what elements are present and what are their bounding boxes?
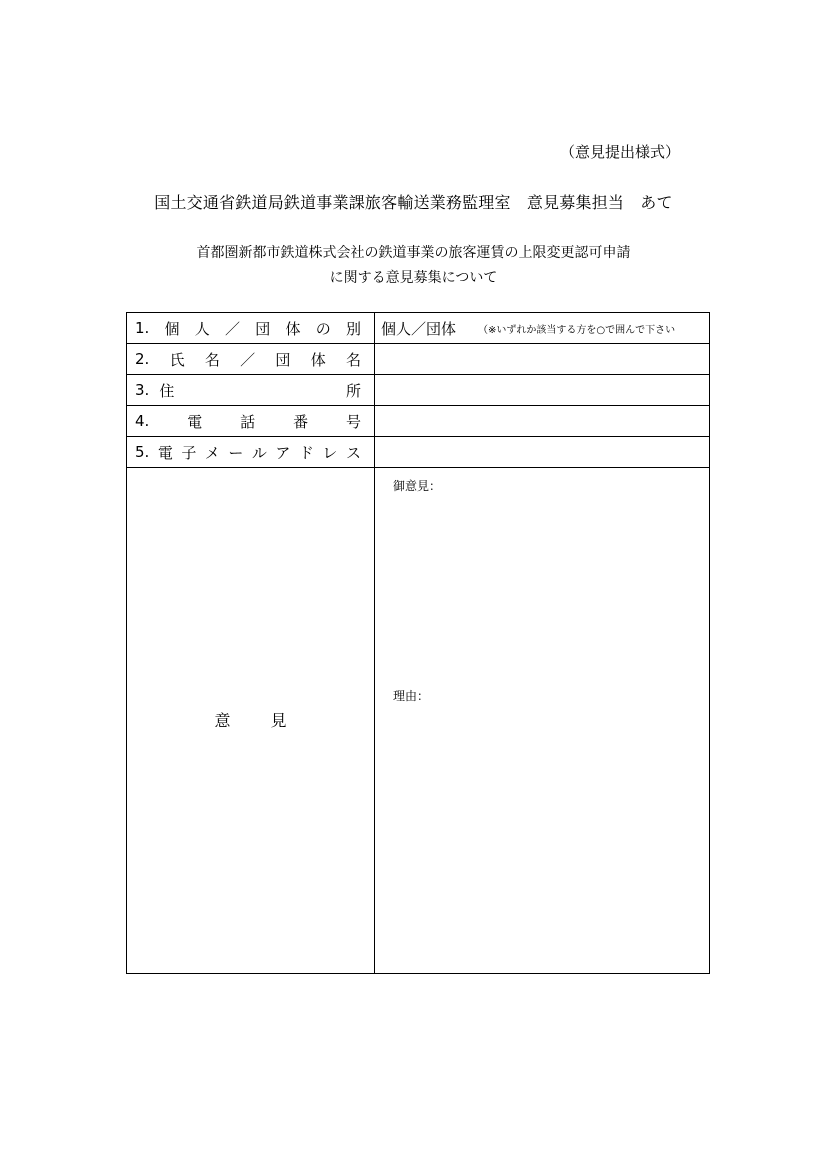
row-number: 1. <box>135 319 150 337</box>
label-char: 氏 <box>169 350 185 369</box>
label-char: 個 <box>164 319 180 338</box>
label-char: 電 <box>157 443 173 462</box>
label-char: メ <box>204 443 220 462</box>
label-char: 番 <box>293 412 309 431</box>
row-number: 3. <box>135 381 150 399</box>
row-phone <box>127 406 710 437</box>
subject-line-1: 首都圏新都市鉄道株式会社の鉄道事業の旅客運賃の上限変更認可申請 <box>196 245 631 261</box>
row-address <box>127 375 710 406</box>
type-options: 個人／団体 <box>381 319 457 338</box>
label-char: 団 <box>275 350 291 369</box>
label-char: 号 <box>345 412 361 431</box>
opinion-label: 意見 <box>214 711 327 730</box>
field-phone[interactable] <box>375 406 710 437</box>
opinion-form-table <box>126 312 710 974</box>
row-individual-group <box>127 313 710 344</box>
row-email <box>127 437 710 468</box>
label-opinion <box>127 468 375 974</box>
label-char: の <box>315 319 331 338</box>
opinion-heading: 御意見： <box>393 479 442 493</box>
type-note: （※いずれか該当する方を○で囲んで下さい <box>478 324 676 336</box>
label-char: ／ <box>240 350 256 369</box>
label-char: レ <box>322 443 338 462</box>
field-email[interactable] <box>375 437 710 468</box>
row-opinion <box>127 468 710 974</box>
label-individual-group <box>127 313 375 344</box>
label-phone <box>127 406 375 437</box>
addressee: 国土交通省鉄道局鉄道事業課旅客輸送業務監理室 意見募集担当 あて <box>154 193 673 212</box>
label-char: 名 <box>204 350 220 369</box>
label-char: 所 <box>345 381 361 400</box>
label-char: ス <box>345 443 361 462</box>
field-address[interactable] <box>375 375 710 406</box>
reason-heading: 理由： <box>393 689 430 703</box>
label-char: 子 <box>181 443 197 462</box>
row-number: 4. <box>135 412 150 430</box>
row-name <box>127 344 710 375</box>
field-name[interactable] <box>375 344 710 375</box>
label-char: ア <box>275 443 291 462</box>
row-number: 2. <box>135 350 150 368</box>
row-number: 5. <box>135 443 150 461</box>
label-name <box>127 344 375 375</box>
field-individual-group[interactable] <box>375 313 710 344</box>
label-email <box>127 437 375 468</box>
label-char: 体 <box>285 319 301 338</box>
label-char: 名 <box>345 350 361 369</box>
label-char: 別 <box>345 319 361 338</box>
label-char: 電 <box>187 412 203 431</box>
label-char: ド <box>298 443 314 462</box>
field-opinion[interactable] <box>375 468 710 974</box>
form-type-label: （意見提出様式） <box>560 143 681 161</box>
label-char: 住 <box>159 381 175 400</box>
label-char: 団 <box>255 319 271 338</box>
label-char: 話 <box>240 412 256 431</box>
label-char: 体 <box>310 350 326 369</box>
label-char: ル <box>251 443 267 462</box>
label-char: 人 <box>194 319 210 338</box>
label-address <box>127 375 375 406</box>
label-char: ー <box>228 443 244 462</box>
subject <box>0 241 827 291</box>
subject-line-2: に関する意見募集について <box>329 270 498 286</box>
label-char: ／ <box>225 319 241 338</box>
